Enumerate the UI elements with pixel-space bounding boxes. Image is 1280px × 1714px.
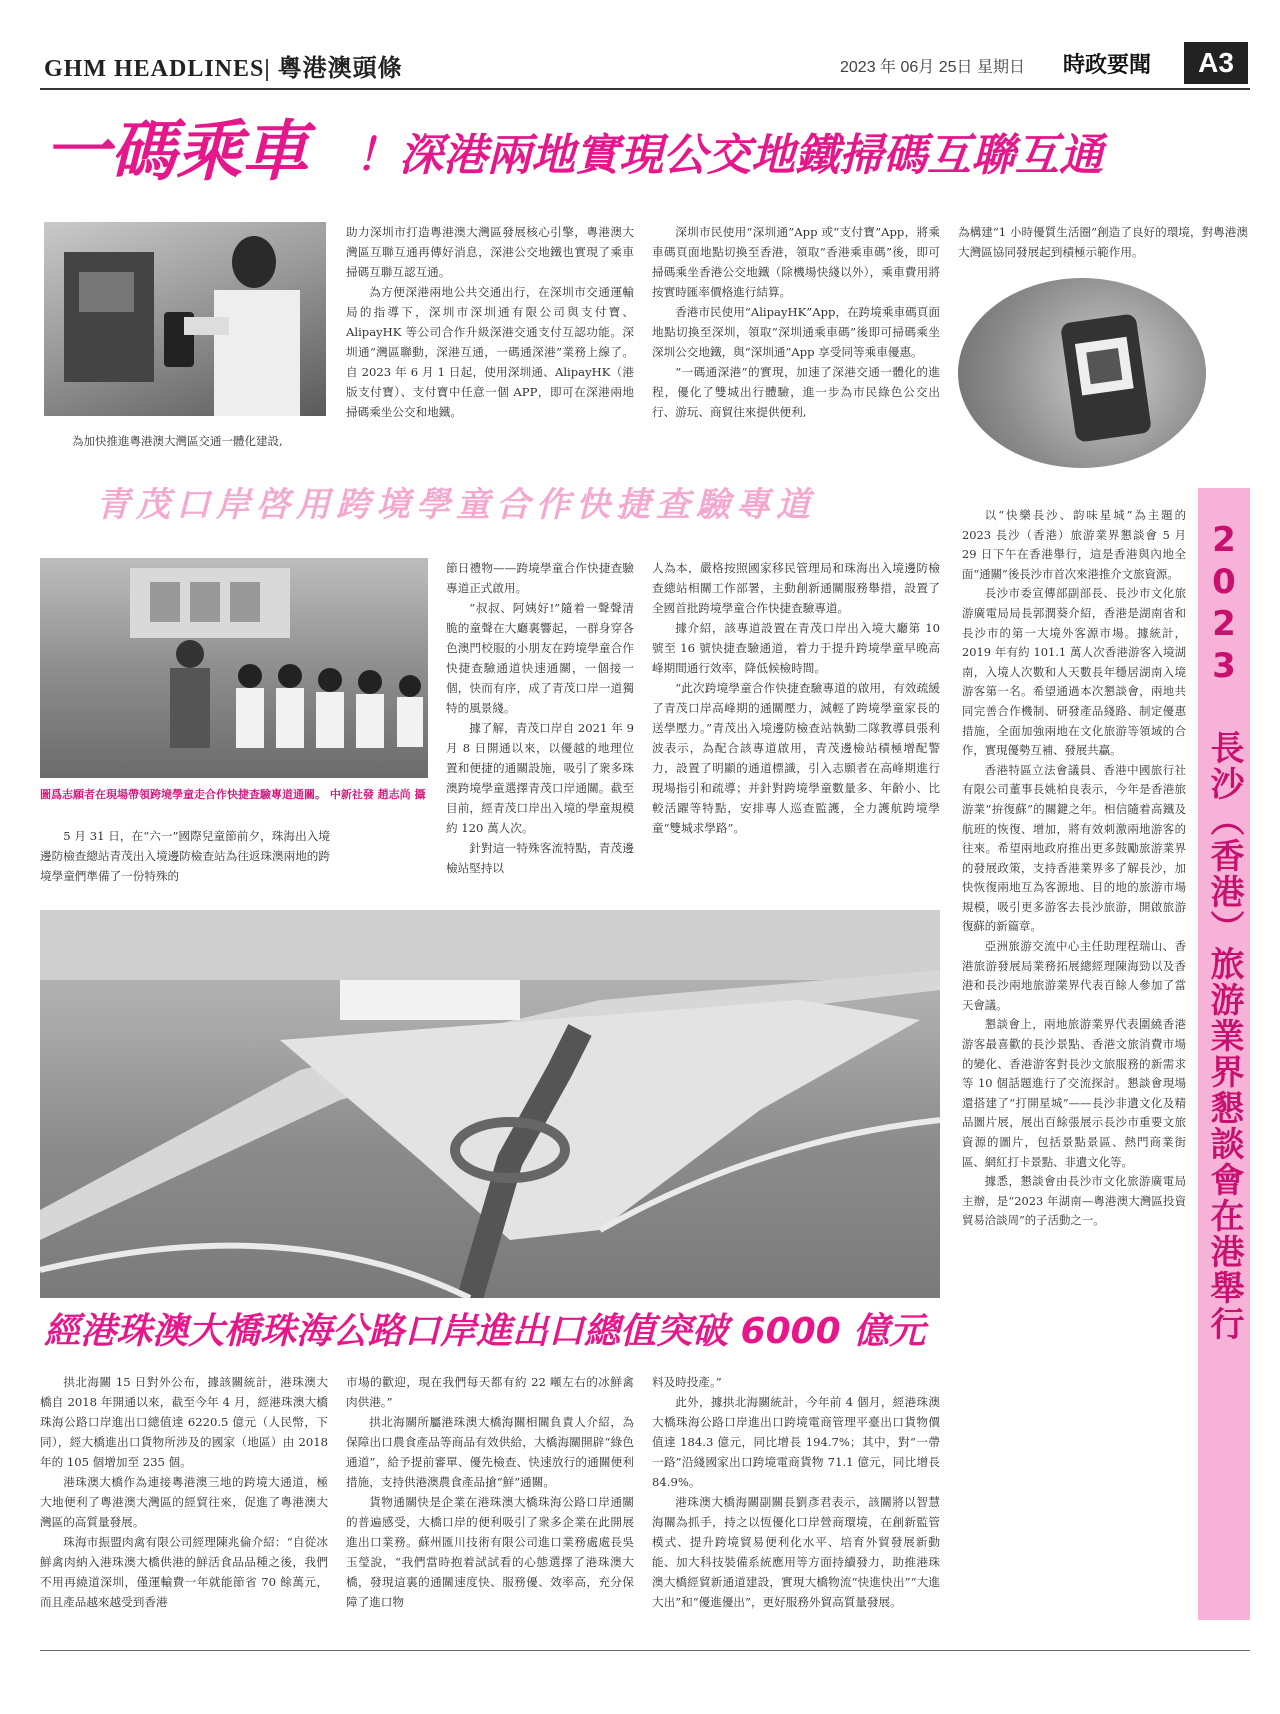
paragraph: 節日禮物——跨境學童合作快捷查驗專道正式啟用。 <box>446 561 634 595</box>
paragraph: 針對這一特殊客流特點，青茂邊檢站堅持以 <box>446 841 634 875</box>
bridge-port-aerial-photo <box>40 910 940 1298</box>
paragraph: 5 月 31 日，在“六一”國際兒童節前夕，珠海出入境邊防檢查總站青茂出入境邊防檢查站為往返珠澳兩地的跨境學童們準備了一份特殊的 <box>40 829 330 883</box>
paragraph: 香港市民使用“AlipayHK”App，在跨境乘車碼頁面地點切換至深圳，領取“深圳通乘車碼”後即可掃碼乘坐深圳公交地鐵，與“深圳通”App 享受同等乘車優惠。 <box>652 305 940 359</box>
story3-column-3 <box>652 1372 940 1632</box>
top-rule <box>40 88 1250 90</box>
paragraph: “此次跨境學童合作快捷查驗專道的啟用，有效疏緩了青茂口岸高峰期的通關壓力，減輕了跨境學童家長的送學壓力。”青茂出入境邊防檢查站執勤二隊教導員張利波表示，為配合該專道啟用，青茂邊檢站積極增配警力，設置了明顯的通道標識，引入志願者在高峰期進行現場指引和疏導；并針對跨境學童數量多、年齡小、比較活躍等特點，安排專人巡查監護，全力護航跨境學童“雙城求學路”。 <box>652 681 940 835</box>
story2-column-1 <box>446 558 634 878</box>
story4-headline: 2023 長沙（香港）旅游業界懇談會在港舉行 <box>1204 520 1244 1342</box>
paragraph: 此外，據拱北海關統計，今年前 4 個月，經港珠澳大橋珠海公路口岸進出口跨境電商管理平臺出口貨物價值達 184.3 億元，同比增長 194.7%；其中，對“一帶一路”沿綫國家出口跨境電商貨物 71.1 億元，同比增長 84.9%。 <box>652 1395 940 1489</box>
masthead-date: 2023 年 06月 25日 星期日 <box>840 59 1025 76</box>
paragraph: 貨物通關快是企業在港珠澳大橋珠海公路口岸通關的普遍感受，大橋口岸的便利吸引了衆多企業在此開展進出口業務。蘇州匯川技術有限公司進口業務處處長吳玉瑩說，“我們當時抱着試試看的心態選擇了港珠澳大橋，發現這裏的通關速度快、服務優、效率高，充分保障了進口物 <box>346 1495 634 1609</box>
paragraph: 據介紹，該專道設置在青茂口岸出入境大廳第 10 號至 16 號快捷查驗通道，着力于提升跨境學童早晚高峰期間通行效率，降低候檢時間。 <box>652 621 940 675</box>
story3-column-1 <box>40 1372 328 1632</box>
story1-headline-main: 一碼乘車 <box>44 113 308 190</box>
bottom-rule <box>40 1650 1250 1651</box>
bus-scan-photo <box>44 222 326 416</box>
paragraph: 長沙市委宣傳部副部長、長沙市文化旅游廣電局局長郭潤葵介紹，香港是湖南省和長沙市的第一大境外客源市場。據統計，2019 年有約 101.1 萬人次香港游客入境湖南，入境人次數和人天數長年穩居湖南入境游客第一名。希望通過本次懇談會，兩地共同完善合作機制、研發產品綫路、制定優惠措施，全面加強兩地在文化旅游等領域的合作，實現優勢互補、發展共贏。 <box>962 586 1186 758</box>
story2-intro <box>40 826 330 888</box>
paragraph: 香港特區立法會議員、香港中國旅行社有限公司董事長姚柏良表示，今年是香港旅游業“拚復蘇”的關鍵之年。相信隨着高鐵及航班的恢復、增加，將有效刺激兩地游客的往來。希望兩地政府推出更多鼓勵旅游業界的發展政策，支持香港業界多了解長沙，加快恢復兩地互為客源地、目的地的旅游市場規模，吸引更多游客去長沙旅游，開啟旅游復蘇的新篇章。 <box>962 762 1186 934</box>
phone-qr-photo <box>958 278 1206 468</box>
story1-column-3 <box>958 222 1248 266</box>
paragraph: 拱北海關 15 日對外公布，據該關統計，港珠澳大橋自 2018 年開通以來，截至今年 4 月，經港珠澳大橋珠海公路口岸進出口總值達 6220.5 億元（人民幣，下同），經大橋進出口貨物所涉及的國家（地區）由 2018 年的 105 個增加至 235 個。 <box>40 1375 328 1469</box>
story4-column <box>962 506 1186 1630</box>
paragraph: 市場的歡迎，現在我們每天都有約 22 噸左右的冰鮮禽肉供港。” <box>346 1375 634 1409</box>
paragraph: 為構建“1 小時優質生活圈”創造了良好的環境，對粵港澳大灣區協同發展起到積極示範作用。 <box>958 225 1248 259</box>
paragraph: 據了解，青茂口岸自 2021 年 9 月 8 日開通以來，以優越的地理位置和便捷的通關設施，吸引了衆多珠澳跨境學童選擇青茂口岸通關。截至目前，經青茂口岸出入境的學童規模約 120 萬人次。 <box>446 721 634 835</box>
paragraph: “叔叔、阿姨好!”隨着一聲聲清脆的童聲在大廳裏響起，一群身穿各色澳門校服的小朋友在跨境學童合作快捷查驗通道快速通關，一個接一個，快而有序，成了青茂口岸一道獨特的風景綫。 <box>446 601 634 715</box>
story3-column-2 <box>346 1372 634 1632</box>
paragraph: 以“快樂長沙、韵味星城”為主題的 2023 長沙（香港）旅游業界懇談會 5 月 29 日下午在香港舉行，這是香港與內地全面“通關”後長沙市首次來港推介文旅資源。 <box>962 508 1186 581</box>
paragraph: 深圳市民使用“深圳通”App 或“支付寶”App，將乘車碼頁面地點切換至香港，領取“香港乘車碼”後，即可掃碼乘坐香港公交地鐵（除機場快綫以外），乘車費用將按實時匯率價格進行結算。 <box>652 225 940 299</box>
story1-photo-caption: 為加快推進粵港澳大灣區交通一體化建設, <box>72 434 283 448</box>
paragraph: 人為本，嚴格按照國家移民管理局和珠海出入境邊防檢查總站相關工作部署，主動創新通關服務舉措，設置了全國首批跨境學童合作快捷查驗專道。 <box>652 561 940 615</box>
paragraph: 助力深圳市打造粵港澳大灣區發展核心引擎，粵港澳大灣區互聯互通再傳好消息，深港公交地鐵也實現了乘車掃碼互聯互認互通。 <box>346 225 634 279</box>
students-photo <box>40 558 428 778</box>
paragraph: 拱北海關所屬港珠澳大橋海關相關負責人介紹，為保障出口農食產品等商品有效供給，大橋海關開辟“綠色通道”，給予提前審單、優先檢查、快速放行的通關便利措施，支持供港澳農食產品搶“鮮”通關。 <box>346 1415 634 1489</box>
paragraph: 珠海市振盟肉禽有限公司經理陳兆倫介紹：“自從冰鮮禽肉納入港珠澳大橋供港的鮮活食品品種之後，我們不用再繞道深圳，僅運輸費一年就能節省 70 餘萬元，而且產品越來越受到香港 <box>40 1535 328 1609</box>
story2-column-2 <box>652 558 940 874</box>
story2-photo-caption: 圖爲志願者在現場帶領跨境學童走合作快捷查驗專道通關。 中新社發 趙志尚 攝 <box>40 788 426 801</box>
paragraph: “一碼通深港”的實現，加速了深港交通一體化的進程，優化了雙城出行體驗，進一步為市民綠色公交出行、游玩、商貿往來提供便利, <box>652 365 940 419</box>
paragraph: 為方便深港兩地公共交通出行，在深圳市交通運輸局的指導下，深圳市深圳通有限公司與支付寶、AlipayHK 等公司合作升級深港交通支付互認功能。深圳通“灣區聯動，深港互通，一碼通深港”業務上線了。自 2023 年 6 月 1 日起，使用深圳通、AlipayHK（港版支付寶）、支付寶中任意一個 APP，即可在深港兩地掃碼乘坐公交和地鐵。 <box>346 285 634 419</box>
story3-headline: 經港珠澳大橋珠海公路口岸進出口總值突破 6000 億元 <box>44 1311 926 1352</box>
paragraph: 懇談會上，兩地旅游業界代表圍繞香港游客最喜歡的長沙景點、香港文旅消費市場的變化、香港游客對長沙文旅服務的新需求等 10 個話題進行了交流探討。懇談會現場還搭建了“打開星城”——長沙非遺文化及精品圖片展，展出百餘張展示長沙市重要文旅資源的圖片，包括景點景區、熱門商業街區、網紅打卡景點、非遺文化等。 <box>962 1017 1186 1169</box>
story1-headline-sub: ！深港兩地實現公交地鐵掃碼互聯互通 <box>355 130 1103 181</box>
page-number: A3 <box>1184 42 1248 84</box>
story2-headline: 青茂口岸啓用跨境學童合作快捷查驗專道 <box>96 485 816 525</box>
story1-column-2 <box>652 222 940 462</box>
paragraph: 亞洲旅游交流中心主任助理程瑞山、香港旅游發展局業務拓展總經理陳海勁以及香港和長沙兩地旅游業界代表百餘人參加了當天會議。 <box>962 939 1186 1012</box>
masthead-paper-name: GHM HEADLINES| 粵港澳頭條 <box>44 56 403 82</box>
masthead-section: 時政要聞 <box>1063 53 1152 78</box>
paragraph: 港珠澳大橋作為連接粵港澳三地的跨境大通道，極大地便利了粵港澳大灣區的經貿往來，促進了粵港澳大灣區的高質量發展。 <box>40 1475 328 1529</box>
story1-column-1 <box>346 222 634 462</box>
paragraph: 港珠澳大橋海關副關長劉彥君表示，該關將以智慧海關為抓手，持之以恆優化口岸營商環境，在創新監管模式、提升跨境貿易便利化水平、培育外貿發展新動能、加大科技裝備系統應用等方面持續發力，助推港珠澳大橋經貿新通道建設，實現大橋物流“快進快出”“大進大出”和“優進優出”，更好服務外貿高質量發展。 <box>652 1495 940 1609</box>
paragraph: 料及時投產。” <box>652 1375 722 1389</box>
paragraph: 據悉，懇談會由長沙市文化旅游廣電局主辦，是“2023 年湖南—粵港澳大灣區投資貿易洽談周”的子活動之一。 <box>962 1174 1186 1228</box>
